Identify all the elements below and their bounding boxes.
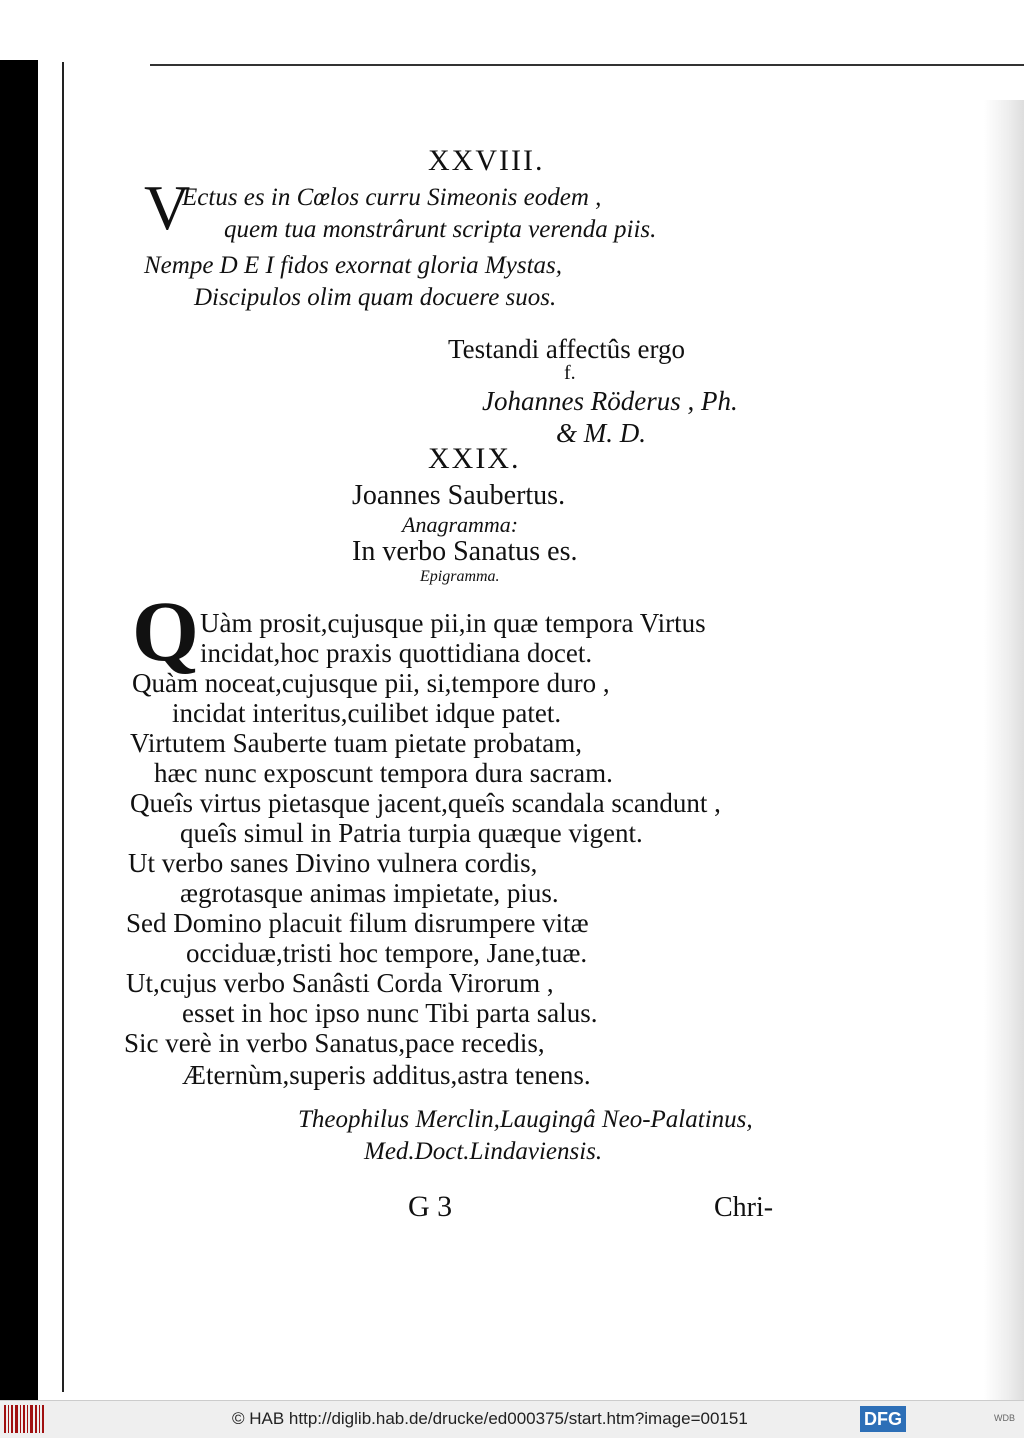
anagram-result: In verbo Sanatus es. <box>352 536 578 567</box>
poem-29-line-6: hæc nunc exposcunt tempora dura sacram. <box>154 758 613 788</box>
poem-29-line-1: Uàm prosit,cujusque pii,in quæ tempora Virtus <box>200 608 706 638</box>
copyright-url-text[interactable]: © HAB http://diglib.hab.de/drucke/ed000375/start.htm?image=00151 <box>232 1409 748 1428</box>
poem-28-line-1: Ectus es in Cœlos curru Simeonis eodem , <box>182 184 602 211</box>
dedication-degree: & M. D. <box>556 418 646 448</box>
poem-28-line-3: Nempe D E I fidos exornat gloria Mystas, <box>144 252 563 279</box>
heading-xxviii: XXVIII. <box>428 144 545 177</box>
poem-29-line-16: Æternùm,superis additus,astra tenens. <box>182 1060 591 1090</box>
signature-29-line-2: Med.Doct.Lindaviensis. <box>364 1138 603 1165</box>
poem-29-line-7: Queîs virtus pietasque jacent,queîs scandala scandunt , <box>130 788 721 818</box>
scan-edge-top <box>0 0 38 60</box>
dropcap-q: Q <box>132 583 199 679</box>
anagram-label: Anagramma: <box>402 512 519 537</box>
signature-mark: G 3 <box>408 1190 453 1223</box>
poem-29-line-13: Ut,cujus verbo Sanâsti Corda Virorum , <box>126 968 554 998</box>
poem-29-line-4: incidat interitus,cuilibet idque patet. <box>172 698 562 728</box>
poem-28-line-4: Discipulos olim quam docuere suos. <box>194 284 557 311</box>
scan-edge-dark <box>0 0 38 1400</box>
epigram-label: Epigramma. <box>420 568 500 585</box>
poem-29-line-5: Virtutem Sauberte tuam pietate probatam, <box>130 728 582 758</box>
poem-29-line-2: incidat,hoc praxis quottidiana docet. <box>200 638 593 668</box>
catchword: Chri- <box>714 1192 774 1223</box>
poem-29-line-8: queîs simul in Patria turpia quæque vigent. <box>180 818 643 848</box>
footer-bar <box>0 1400 1024 1438</box>
wdb-mark: WDB <box>994 1413 1015 1423</box>
book-page <box>64 66 994 1396</box>
poem-29-line-9: Ut verbo sanes Divino vulnera cordis, <box>128 848 538 878</box>
poem-29-line-14: esset in hoc ipso nunc Tibi parta salus. <box>182 998 598 1028</box>
poem-29-line-11: Sed Domino placuit filum disrumpere vitæ <box>126 908 589 938</box>
dedication-line-1: Testandi affectûs ergo <box>448 334 686 364</box>
heading-xxix: XXIX. <box>428 442 521 475</box>
anagram-name: Joannes Saubertus. <box>352 480 566 511</box>
poem-29-line-3: Quàm noceat,cujusque pii, si,tempore duro , <box>132 668 610 698</box>
poem-29-line-12: occiduæ,tristi hoc tempore, Jane,tuæ. <box>186 938 588 968</box>
hab-barcode-logo-icon[interactable] <box>4 1405 48 1433</box>
dfg-logo-icon[interactable]: DFG <box>860 1406 906 1432</box>
dedication-author: Johannes Röderus , Ph. <box>482 386 738 416</box>
poem-28-line-2: quem tua monstrârunt scripta verenda piis. <box>224 216 657 243</box>
dropcap-v: V <box>144 172 191 243</box>
poem-29-line-15: Sic verè in verbo Sanatus,pace recedis, <box>124 1028 545 1058</box>
signature-29-line-1: Theophilus Merclin,Laugingâ Neo-Palatinus, <box>298 1106 753 1133</box>
poem-29-line-10: ægrotasque animas impietate, pius. <box>180 878 559 908</box>
dedication-line-2: f. <box>564 362 576 384</box>
